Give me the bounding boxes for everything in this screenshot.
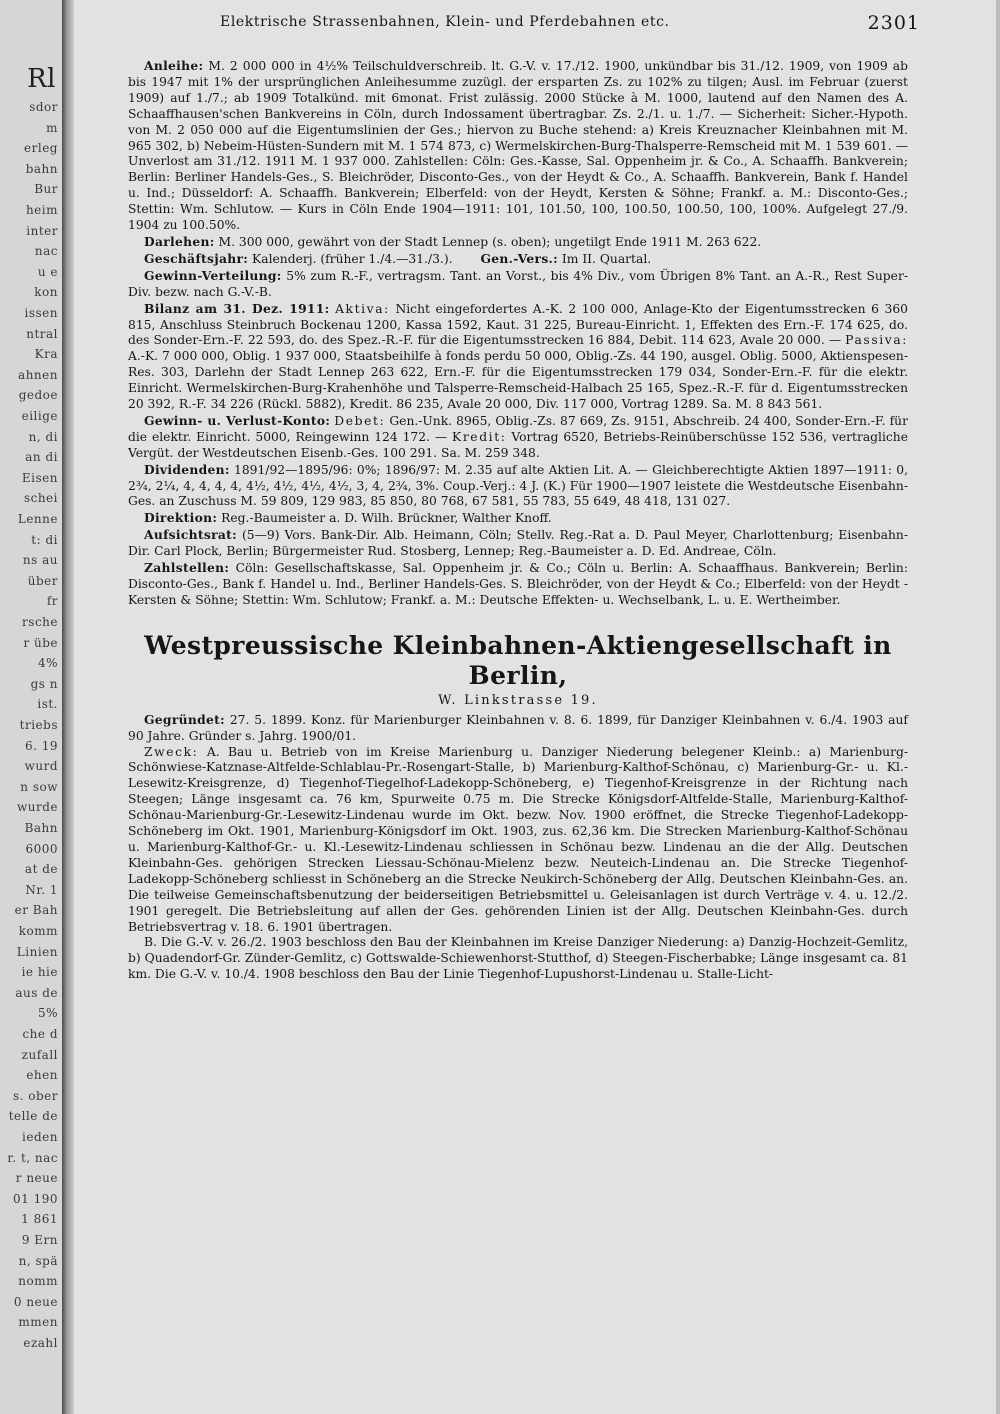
left-page-fragment: ns au bbox=[22, 553, 58, 568]
left-page-fragment: gs n bbox=[30, 676, 58, 691]
left-page-fragment: 4% bbox=[37, 656, 58, 671]
left-page-fragment: che d bbox=[22, 1027, 58, 1041]
main-column bbox=[128, 58, 908, 983]
left-page-fragment: fr bbox=[46, 594, 58, 609]
left-page-fragment: wurde bbox=[16, 800, 58, 815]
entry-label: Dividenden: bbox=[144, 461, 230, 477]
entry-label: Geschäftsjahr: bbox=[144, 250, 249, 266]
entry-text: M. 300 000, gewährt von der Stadt Lennep (s. oben); ungetilgt Ende 1911 M. 263 622. bbox=[218, 234, 762, 249]
entry-gewinn-verlust: Gewinn- u. Verlust-Konto: Debet: Gen.-Unk. 8965, Oblig.-Zs. 87 669, Zs. 9151, Abschreib. 24 400, Sonder-Ern.-F. für die elektr. Einricht. 5000, Reingewinn 124 172. — Kredit: Vortrag 6520, Betriebs-Reinüberschüsse 152 536, vertragliche Vergüt. der Westdeutschen Eisenb.-Ges. 100 291. Sa. M. 259 348. bbox=[128, 412, 908, 460]
entry-label: Bilanz am 31. Dez. 1911: bbox=[144, 300, 330, 316]
left-page-fragment: 5% bbox=[37, 1006, 58, 1021]
entry-text: B. Die G.-V. v. 26./2. 1903 beschloss den Bau der Kleinbahnen im Kreise Danziger Niederung: a) Danzig-Hochzeit-Gemlitz, b) Quadendorf-Gr. Zünder-Gemlitz, c) Gottswalde-Schiewenhorst-Stutthof, d) Steegen-Fischerbabke; Länge insgesamt ca. 81 km. Die G.-V. v. 10./4. 1908 beschloss den Bau der Linie Tiegenhof-Lupushorst-Lindenau u. Stalle-Licht- bbox=[128, 935, 908, 982]
left-page-fragment: bahn bbox=[25, 161, 58, 176]
left-page-fragment: schei bbox=[23, 491, 58, 506]
left-page-fragment: Kra bbox=[34, 347, 58, 362]
left-page-fragment: wurd bbox=[24, 759, 58, 774]
entry-label: Direktion: bbox=[144, 510, 218, 526]
aktiva-text: Nicht eingefordertes A.-K. 2 100 000, Anlage-Kto der Eigentumsstrecken 6 360 815, Anschluss Steinbruch Bockenau 1200, Kassa 1592, Kaut. 31 225, Bureau-Einricht. 1, Effekten des Ern.-F. 174 625, do. des Sonder-Ern.-F. 22 593, do. des Spez.-R.-F. für die Eigentumsstrecken 16 884, Debit. 114 623, Avale 20 000. bbox=[128, 301, 908, 348]
entry-darlehen bbox=[128, 234, 908, 251]
left-page-fragment: 6. 19 bbox=[24, 738, 58, 753]
left-page-fragment: 1 861 bbox=[21, 1212, 58, 1227]
entry-zweck bbox=[128, 745, 908, 936]
book-gutter bbox=[62, 0, 74, 1414]
left-page-fragment: m bbox=[46, 120, 58, 135]
debet-text: Gen.-Unk. 8965, Oblig.-Zs. 87 669, Zs. 9151, Abschreib. 24 400, Sonder-Ern.-F. für die elektr. Einricht. 5000, Reingewinn 124 172. bbox=[128, 413, 908, 444]
left-page-fragment: er Bah bbox=[14, 903, 58, 918]
left-page-fragment: Rl bbox=[27, 64, 56, 94]
entry-label: Zahlstellen: bbox=[144, 560, 230, 576]
left-page-fragment: n, di bbox=[28, 429, 58, 444]
left-page-fragment: 6000 bbox=[25, 841, 58, 856]
left-page-fragment: n, spä bbox=[18, 1253, 58, 1268]
entry-text: Reg.-Baumeister a. D. Wilh. Brückner, Walther Knoff. bbox=[221, 511, 552, 526]
left-page-fragment: Bahn bbox=[24, 821, 58, 835]
entry-text: 27. 5. 1899. Konz. für Marienburger Kleinbahnen v. 8. 6. 1899, für Danziger Kleinbahnen v. 6./4. 1903 auf 90 Jahre. Gründer s. Jahrg. 1900/01. bbox=[128, 712, 908, 743]
left-page-fragment: kon bbox=[34, 285, 58, 300]
left-page-fragment: t: di bbox=[31, 532, 58, 547]
left-page-fragment: s. ober bbox=[12, 1088, 58, 1103]
left-page-fragment: 01 190 bbox=[13, 1191, 58, 1206]
passiva-label: Passiva: bbox=[845, 333, 908, 348]
entry-text: Cöln: Gesellschaftskasse, Sal. Oppenheim jr. & Co.; Cöln u. Berlin: A. Schaaffhaus. Bankverein; Berlin: Disconto-Ges., Bank f. Handel u. Ind., Berliner Handels-Ges. S. Bleichröder, von der Heydt & Co.; Elberfeld: von der Heydt - Kersten & Söhne; Stettin: Wm. Schlutow; Frankf. a. M.: Deutsche Effekten- u. Wechselbank, L. u. E. Wertheimber. bbox=[128, 561, 908, 607]
passiva-text: A.-K. 7 000 000, Oblig. 1 937 000, Staatsbeihilfe à fonds perdu 50 000, Oblig.-Zs. 44 190, ausgel. Oblig. 5000, Aktienspesen-Res. 303, Darlehn der Stadt Lennep 263 622, Ern.-F. für die Eigentumsstrecken 179 034, Sonder-Ern.-F. für die elektr. Einricht. Wermelskirchen-Burg-Krahenhöhe und Talsperre-Remscheid-Halbach 25 165, Spez.-R.-F. für d. Eigentumsstrecken 20 392, R.-F. 34 226 (Rückl. 5882), Kredit. 86 235, Avale 20 000, Div. 117 000, Vortrag 1289. Sa. M. 8 843 561. bbox=[128, 349, 908, 412]
entry-text: A. Bau u. Betrieb von im Kreise Marienburg u. Danziger Niederung belegener Kleinb.: a) Marienburg-Schönwiese-Katznase-Altfelde-Schlablau-Pr.-Rosengart-Stalle, b) Marienburg-Kalthof-Schönau, c) Marienburg-Gr.- u. Kl.-Lesewitz-Kreisgrenze, d) Tiegenhof-Tiegelhof-Ladekopp-Schöneberg, e) Tiegenhof-Kreisgrenze in der Richtung nach Steegen; Länge insgesamt ca. 76 km, Spurweite 0.75 m. Die Strecke Königsdorf-Altfelde-Stalle, Marienburg-Kalthof-Schönau-Marienburg-Gr.-Lesewitz-Lindenau wurde im Okt. bezw. Nov. 1900 eröffnet, die Strecke Tiegenhof-Ladekopp-Schöneberg im Okt. 1901, Marienburg-Königsdorf im Okt. 1903, zus. 62,36 km. Die Strecken Marienburg-Kalthof-Schönau u. Marienburg-Kalthof-Gr.- u. Kl.-Lesewitz-Lindenau schliessen in Schönau bezw. Lindenau an die der Allg. Deutschen Kleinbahn-Ges. gehörigen Strecken Liessau-Schönau-Mielenz bezw. Neuteich-Lindenau an. Die Strecke Tiegenhof-Ladekopp-Schöneberg schliesst in Schöneberg an die Strecke Neukirch-Schöneberg der Allg. Deutschen Kleinbahn-Ges. an. Die teilweise Gemeinschaftsbenutzung der beiderseitigen Betriebsmittel u. Geleisanlagen ist durch Verträge v. 4. u. 12./2. 1901 geregelt. Die Betriebsleitung auf allen der Ges. gehörenden Linien ist der Allg. Deutschen Kleinbahn-Ges. durch Betriebsvertrag v. 18. 6. 1901 übertragen. bbox=[128, 744, 909, 934]
left-page-fragment: u e bbox=[37, 264, 58, 279]
left-page-fragment: rsche bbox=[22, 615, 58, 629]
entry-text: Im II. Quartal. bbox=[561, 251, 652, 266]
aktiva-label: Aktiva: bbox=[335, 301, 390, 316]
left-page-fragment: ist. bbox=[37, 697, 58, 712]
kredit-label: Kredit: bbox=[452, 429, 507, 444]
entry-label: Zweck: bbox=[144, 744, 199, 759]
entry-b-paragraph bbox=[128, 935, 908, 983]
left-page-fragment: r übe bbox=[23, 635, 58, 650]
left-page-fragment: ie hie bbox=[21, 965, 58, 980]
entry-label: Gewinn-Verteilung: bbox=[144, 267, 282, 283]
left-page-fragment: triebs bbox=[19, 718, 58, 732]
page-number: 2301 bbox=[867, 12, 920, 34]
left-page-fragment: Nr. 1 bbox=[25, 882, 58, 897]
left-page-fragment: ezahl bbox=[23, 1336, 58, 1350]
entry-dividenden bbox=[128, 462, 908, 511]
kredit-text: Vortrag 6520, Betriebs-Reinüberschüsse 152 536, vertragliche Vergüt. der Westdeutschen Eisenb.-Ges. 100 291. Sa. M. 259 348. bbox=[128, 429, 908, 460]
entry-anleihe bbox=[128, 58, 908, 234]
left-page-fragment: Lenne bbox=[17, 512, 58, 526]
entry-label: Gen.-Vers.: bbox=[480, 250, 558, 266]
left-page-fragment: ntral bbox=[26, 326, 58, 341]
entry-label: Aufsichtsrat: bbox=[144, 527, 237, 543]
left-page-fragment: eilige bbox=[21, 409, 58, 423]
entry-gewinn-verteilung bbox=[128, 268, 908, 301]
left-page-fragment: komm bbox=[18, 924, 58, 938]
entry-label: Gegründet: bbox=[144, 711, 225, 727]
entry-gegruendet bbox=[128, 712, 908, 745]
left-page-fragment: über bbox=[27, 573, 58, 588]
left-page-fragment: sdor bbox=[29, 100, 58, 114]
left-page-fragment: issen bbox=[24, 306, 58, 320]
entry-bilanz: Bilanz am 31. Dez. 1911: Aktiva: Nicht eingefordertes A.-K. 2 100 000, Anlage-Kto der Eigentumsstrecken 6 360 815, Anschluss Steinbruch Bockenau 1200, Kassa 1592, Kaut. 31 225, Bureau-Einricht. 1, Effekten des Ern.-F. 174 625, do. des Sonder-Ern.-F. 22 593, do. des Spez.-R.-F. für die Eigentumsstrecken 16 884, Debit. 114 623, Avale 20 000. — Passiva: A.-K. 7 000 000, Oblig. 1 937 000, Staatsbeihilfe à fonds perdu 50 000, Oblig.-Zs. 44 190, ausgel. Oblig. 5000, Aktienspesen-Res. 303, Darlehn der Stadt Lennep 263 622, Ern.-F. für die Eigentumsstrecken 179 034, Sonder-Ern.-F. für die elektr. Einricht. Wermelskirchen-Burg-Krahenhöhe und Talsperre-Remscheid-Halbach 25 165, Spez.-R.-F. für d. Eigentumsstrecken 20 392, R.-F. 34 226 (Rückl. 5882), Kredit. 86 235, Avale 20 000, Div. 117 000, Vortrag 1289. Sa. M. 8 843 561. bbox=[128, 300, 908, 412]
left-page-fragment: Bur bbox=[34, 182, 58, 197]
running-header bbox=[140, 12, 920, 36]
entry-label: Darlehen: bbox=[144, 233, 215, 249]
left-page-fragment: r. t, nac bbox=[7, 1150, 58, 1165]
left-page-fragment: heim bbox=[25, 203, 58, 217]
left-page-fragment: nomm bbox=[18, 1274, 58, 1289]
running-header-title: Elektrische Strassenbahnen, Klein- und Pferdebahnen etc. bbox=[220, 14, 670, 30]
left-page-fragment: ahnen bbox=[18, 367, 58, 382]
left-page-fragment: erleg bbox=[24, 141, 58, 156]
company-title: Westpreussische Kleinbahnen-Aktiengesellschaft in Berlin, bbox=[144, 630, 892, 690]
entry-text: (5—9) Vors. Bank-Dir. Alb. Heimann, Cöln; Stellv. Reg.-Rat a. D. Paul Meyer, Charlottenburg; Eisenbahn-Dir. Carl Plock, Berlin; Bürgermeister Rud. Stosberg, Lennep; Reg.-Baumeister a. D. Ed. Andreae, Cöln. bbox=[128, 528, 908, 559]
left-page-fragment: inter bbox=[26, 223, 58, 238]
left-page-fragment: telle de bbox=[8, 1109, 58, 1124]
company-address: W. Linkstrasse 19. bbox=[438, 692, 598, 708]
left-page-fragment: gedoe bbox=[18, 388, 58, 403]
entry-text: 5% zum R.-F., vertragsm. Tant. an Vorst., bis 4% Div., vom Übrigen 8% Tant. an A.-R., Rest Super-Div. bezw. nach G.-V.-B. bbox=[128, 268, 908, 299]
left-page-fragment: ieden bbox=[22, 1130, 58, 1144]
debet-label: Debet: bbox=[334, 413, 386, 428]
entry-text: Kalenderj. (früher 1./4.—31./3.). bbox=[252, 251, 453, 266]
page-edge bbox=[996, 0, 1000, 1414]
left-page-fragment: an di bbox=[25, 450, 58, 465]
left-page-fragment: aus de bbox=[15, 985, 58, 1000]
neighbouring-page-strip bbox=[0, 0, 62, 1414]
left-page-fragment: nac bbox=[34, 244, 58, 259]
left-page-fragment: ehen bbox=[26, 1068, 58, 1083]
entry-aufsichtsrat bbox=[128, 527, 908, 560]
entry-text: M. 2 000 000 in 4½% Teilschuldverschreib. lt. G.-V. v. 17./12. 1900, unkündbar bis 31./12. 1909, von 1909 ab bis 1947 mit 1% der ursprünglichen Anleihesumme zuzügl. der ersparten Zs. zu 102% zu tilgen; Ausl. im Februar (zuerst 1909) auf 1./7.; ab 1909 Totalkünd. mit 6monat. Frist zulässig. 2000 Stücke à M. 1000, lautend auf den Namen des A. Schaaffhausen'schen Bankvereins in Cöln, durch Indossament übertragbar. Zs. 2./1. u. 1./7. — Sicherheit: Sicher.-Hypoth. von M. 2 050 000 auf die Eigentumslinien der Ges.; hiervon zu Buche stehend: a) Kreis Kreuznacher Kleinbahnen mit M. 965 302, b) Nebeim-Hüsten-Sundern mit M. 1 574 873, c) Wermelskirchen-Burg-Thalsperre-Remscheid mit M. 1 539 601. — Unverlost am 31./12. 1911 M. 1 937 000. Zahlstellen: Cöln: Ges.-Kasse, Sal. Oppenheim jr. & Co., A. Schaaffh. Bankverein; Berlin: Berliner Handels-Ges., S. Bleichröder, Disconto-Ges., von der Heydt & Co., A. Schaaffh. Bankverein, Bank f. Handel u. Ind.; Düsseldorf: A. Schaaffh. Bankverein; Elberfeld: von der Heydt, Kersten & Söhne; Frankf. a. M.: Disconto-Ges.; Stettin: Wm. Schlutow. — Kurs in Cöln Ende 1904—1911: 101, 101.50, 100, 100.50, 100.50, 100, 100%. Aufgelegt 27./9. 1904 zu 100.50%. bbox=[128, 59, 908, 233]
entry-zahlstellen bbox=[128, 560, 908, 609]
left-page-fragment: mmen bbox=[18, 1315, 58, 1330]
left-page-fragment: r neue bbox=[15, 1171, 58, 1186]
left-page-fragment: 0 neue bbox=[13, 1294, 58, 1309]
entry-geschaeftsjahr bbox=[128, 251, 908, 268]
left-page-fragment: n sow bbox=[20, 779, 58, 794]
left-page-fragment: 9 Ern bbox=[21, 1233, 58, 1247]
entry-label: Gewinn- u. Verlust-Konto: bbox=[144, 412, 331, 428]
left-page-fragment: Eisen bbox=[21, 470, 58, 485]
left-page-fragment: at de bbox=[24, 862, 58, 877]
entry-direktion bbox=[128, 510, 908, 527]
entry-label: Anleihe: bbox=[144, 58, 204, 73]
entry-text: 1891/92—1895/96: 0%; 1896/97: M. 2.35 auf alte Aktien Lit. A. — Gleichberechtigte Aktien 1897—1911: 0, 2¾, 2¼, 4, 4, 4, 4, 4½, 4½, 4½, 4½, 3, 4, 2¾, 3%. Coup.-Verj.: 4 J. (K.) Für 1900—1907 leistete die Westdeutsche Eisenbahn-Ges. an Zuschuss M. 59 809, 129 983, 85 850, 80 768, 67 581, 55 783, 55 649, 48 418, 131 027. bbox=[128, 462, 908, 509]
left-page-fragment: zufall bbox=[21, 1047, 58, 1062]
left-page-fragment: Linien bbox=[16, 944, 58, 959]
